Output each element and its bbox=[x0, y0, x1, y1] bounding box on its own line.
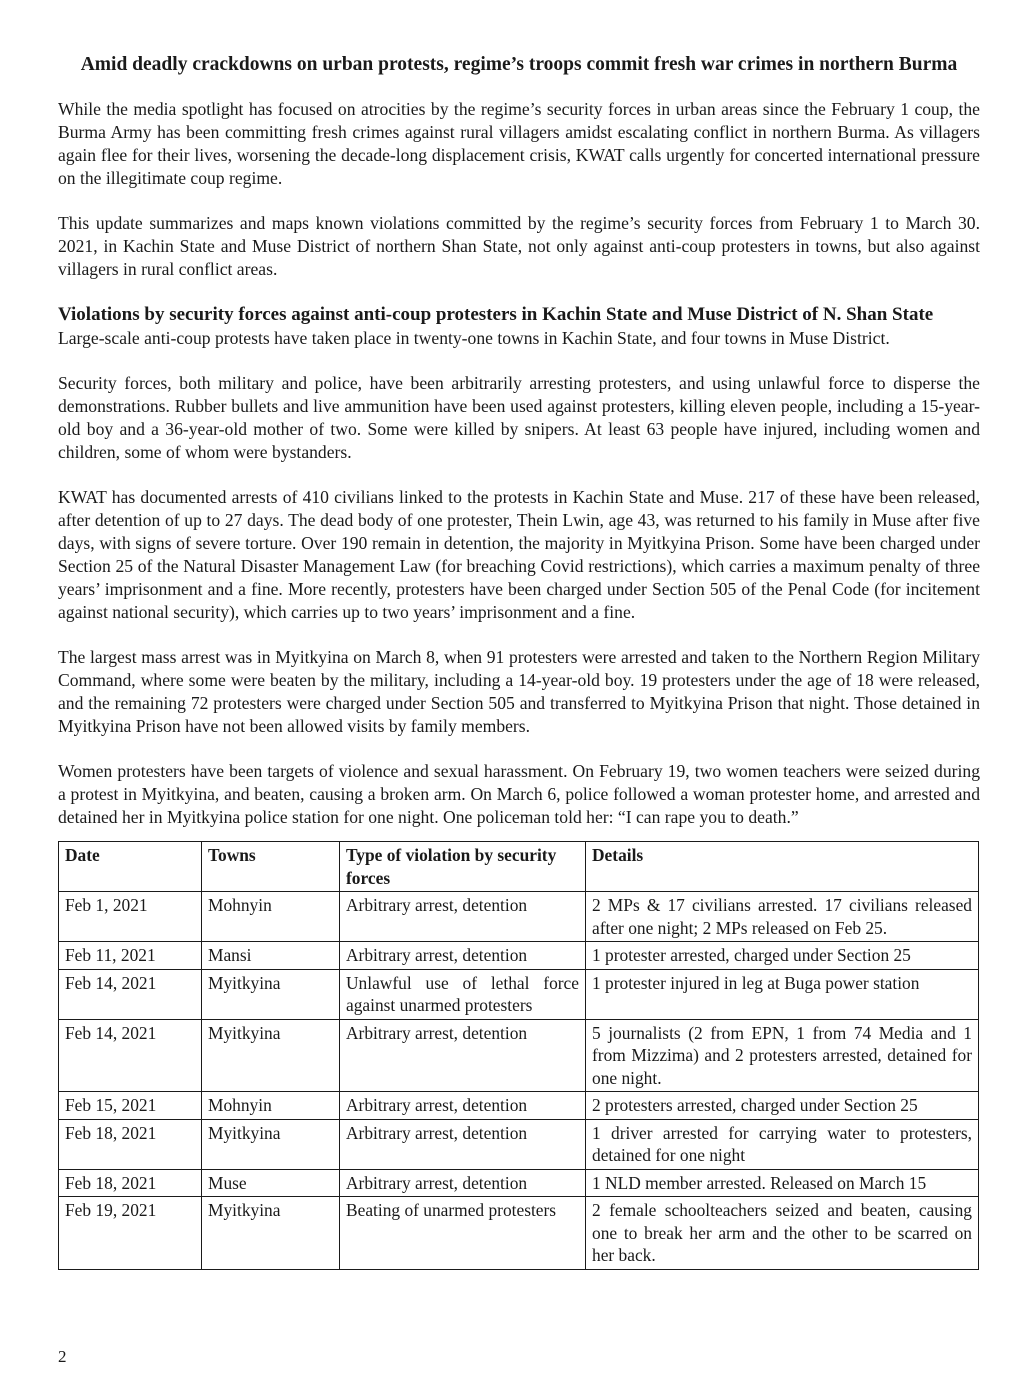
section-paragraph-3: KWAT has documented arrests of 410 civilians linked to the protests in Kachin State and Muse. 217 of these have been released, after detention of up to 27 days. The dead body of one protester, Thein Lwin, age 43, was returned to his family in Muse after five days, with signs of severe torture. Over 190 remain in detention, the majority in Myitkyina Prison. Some have been charged under Section 25 of the Natural Disaster Management Law (for breaching Covid restrictions), which carries a maximum penalty of three years’ imprisonment and a fine. More recently, protesters have been charged under Section 505 of the Penal Code (for incitement against national security), which carries up to two years’ imprisonment and a fine. bbox=[58, 487, 980, 622]
cell-violation-type: Arbitrary arrest, detention bbox=[340, 1119, 586, 1169]
cell-date: Feb 19, 2021 bbox=[59, 1197, 202, 1270]
cell-town: Mohnyin bbox=[202, 892, 340, 942]
table-row bbox=[59, 1169, 979, 1197]
cell-violation-type: Arbitrary arrest, detention bbox=[340, 942, 586, 970]
cell-town: Mohnyin bbox=[202, 1092, 340, 1120]
section-paragraph-1: Large-scale anti-coup protests have taken place in twenty-one towns in Kachin State, and four towns in Muse District. bbox=[58, 328, 890, 348]
table-body bbox=[59, 892, 979, 1270]
cell-details: 1 protester arrested, charged under Section 25 bbox=[586, 942, 979, 970]
cell-date: Feb 15, 2021 bbox=[59, 1092, 202, 1120]
cell-town: Myitkyina bbox=[202, 1019, 340, 1092]
header-date: Date bbox=[59, 842, 202, 892]
cell-date: Feb 14, 2021 bbox=[59, 969, 202, 1019]
header-violation-type: Type of violation by security forces bbox=[340, 842, 586, 892]
table-row bbox=[59, 1197, 979, 1270]
cell-town: Myitkyina bbox=[202, 1197, 340, 1270]
intro-paragraph-2: This update summarizes and maps known violations committed by the regime’s security forces from February 1 to March 30. 2021, in Kachin State and Muse District of northern Shan State, not only against anti-coup protesters in towns, but also against villagers in rural conflict areas. bbox=[58, 213, 980, 279]
table-row bbox=[59, 1019, 979, 1092]
document-title: Amid deadly crackdowns on urban protests, regime’s troops commit fresh war crimes in northern Burma bbox=[80, 54, 958, 75]
header-details: Details bbox=[586, 842, 979, 892]
page-number: 2 bbox=[58, 1347, 67, 1366]
cell-date: Feb 1, 2021 bbox=[59, 892, 202, 942]
intro-paragraph-1: While the media spotlight has focused on atrocities by the regime’s security forces in urban areas since the February 1 coup, the Burma Army has been committing fresh crimes against rural villagers amidst escalating conflict in northern Burma. As villagers again flee for their lives, worsening the decade-long displacement crisis, KWAT calls urgently for concerted international pressure on the illegitimate coup regime. bbox=[58, 99, 980, 188]
cell-details: 2 female schoolteachers seized and beaten, causing one to break her arm and the other to be scarred on her back. bbox=[586, 1197, 979, 1270]
section-paragraph-4: The largest mass arrest was in Myitkyina on March 8, when 91 protesters were arrested and taken to the Northern Region Military Command, where some were beaten by the military, including a 14-year-old boy. 19 protesters under the age of 18 were released, and the remaining 72 protesters were charged under Section 505 and transferred to Myitkyina Prison that night. Those detained in Myitkyina Prison have not been allowed visits by family members. bbox=[58, 647, 980, 736]
table-row bbox=[59, 969, 979, 1019]
section-paragraph-2: Security forces, both military and police, have been arbitrarily arresting protesters, and using unlawful force to disperse the demonstrations. Rubber bullets and live ammunition have been used against protesters, killing eleven people, including a 15-year-old boy and a 36-year-old mother of two. Some were killed by snipers. At least 63 people have injured, including women and children, some of whom were bystanders. bbox=[58, 373, 980, 462]
cell-violation-type: Arbitrary arrest, detention bbox=[340, 1092, 586, 1120]
cell-violation-type: Arbitrary arrest, detention bbox=[340, 1019, 586, 1092]
cell-town: Myitkyina bbox=[202, 1119, 340, 1169]
header-towns: Towns bbox=[202, 842, 340, 892]
cell-date: Feb 14, 2021 bbox=[59, 1019, 202, 1092]
cell-town: Mansi bbox=[202, 942, 340, 970]
violations-table bbox=[58, 841, 979, 1270]
cell-details: 1 NLD member arrested. Released on March 15 bbox=[586, 1169, 979, 1197]
cell-details: 2 protesters arrested, charged under Section 25 bbox=[586, 1092, 979, 1120]
table-row bbox=[59, 1092, 979, 1120]
cell-details: 1 protester injured in leg at Buga power station bbox=[586, 969, 979, 1019]
cell-date: Feb 18, 2021 bbox=[59, 1119, 202, 1169]
table-header-row bbox=[59, 842, 979, 892]
cell-details: 2 MPs & 17 civilians arrested. 17 civilians released after one night; 2 MPs released on Feb 25. bbox=[586, 892, 979, 942]
table-row bbox=[59, 892, 979, 942]
cell-details: 5 journalists (2 from EPN, 1 from 74 Media and 1 from Mizzima) and 2 protesters arrested, detained for one night. bbox=[586, 1019, 979, 1092]
cell-date: Feb 11, 2021 bbox=[59, 942, 202, 970]
table-row bbox=[59, 1119, 979, 1169]
cell-violation-type: Beating of unarmed protesters bbox=[340, 1197, 586, 1270]
table-row bbox=[59, 942, 979, 970]
cell-violation-type: Unlawful use of lethal force against unarmed protesters bbox=[340, 969, 586, 1019]
cell-details: 1 driver arrested for carrying water to protesters, detained for one night bbox=[586, 1119, 979, 1169]
cell-town: Muse bbox=[202, 1169, 340, 1197]
cell-violation-type: Arbitrary arrest, detention bbox=[340, 892, 586, 942]
section-paragraph-5: Women protesters have been targets of violence and sexual harassment. On February 19, two women teachers were seized during a protest in Myitkyina, and beaten, causing a broken arm. On March 6, police followed a woman protester home, and arrested and detained her in Myitkyina police station for one night. One policeman told her: “I can rape you to death.” bbox=[58, 761, 980, 827]
cell-violation-type: Arbitrary arrest, detention bbox=[340, 1169, 586, 1197]
section-heading: Violations by security forces against anti-coup protesters in Kachin State and Muse District of N. Shan State bbox=[58, 304, 934, 325]
cell-date: Feb 18, 2021 bbox=[59, 1169, 202, 1197]
cell-town: Myitkyina bbox=[202, 969, 340, 1019]
document-page bbox=[58, 52, 980, 1270]
